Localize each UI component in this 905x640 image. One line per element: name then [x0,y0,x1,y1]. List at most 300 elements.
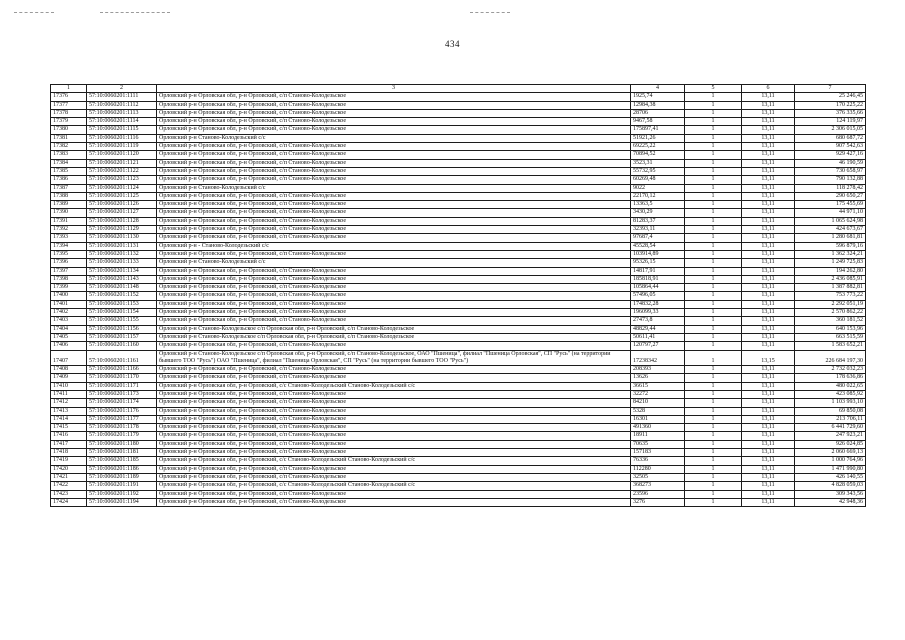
rate-cell: 13,11 [742,465,795,473]
table-row [51,309,866,317]
column-header: 1 [51,85,87,93]
area-cell: 12984,38 [631,101,685,109]
count-cell: 1 [685,101,742,109]
value-cell: 790 132,88 [795,176,866,184]
row-number-cell: 17383 [51,151,87,159]
table-row [51,109,866,117]
address-cell: Орловский р-н Орловская обл, р-н Орловский, с/п Станово-Колодезьское [157,284,631,292]
cadastral-number-cell: 57:10:0060201:1156 [87,325,157,333]
value-cell: 1 249 725,83 [795,259,866,267]
rate-cell: 13,11 [742,366,795,374]
rate-cell: 13,11 [742,167,795,175]
value-cell: 4 828 059,03 [795,482,866,490]
rate-cell: 13,11 [742,159,795,167]
address-cell: Орловский р-н Орловская обл, р-н Орловский, с/п Станово-Колодезьское [157,309,631,317]
address-cell: Орловский р-н Орловская обл, р-н Орловский, с/п Станово-Колодезьское [157,292,631,300]
column-header: 4 [631,85,685,93]
table-row [51,350,866,366]
row-number-cell: 17407 [51,350,87,366]
rate-cell: 13,11 [742,267,795,275]
cadastral-number-cell: 57:10:0060201:1173 [87,390,157,398]
address-cell: Орловский р-н Станово-Колодезьский с/с [157,134,631,142]
table-row [51,250,866,258]
address-cell: Орловский р-н Орловская обл, р-н Орловский, с/п Станово-Колодезьское [157,390,631,398]
rate-cell: 13,11 [742,482,795,490]
table-row [51,440,866,448]
row-number-cell: 17419 [51,457,87,465]
cadastral-table [50,84,866,507]
table-row [51,482,866,490]
value-cell: 926 024,85 [795,440,866,448]
column-header: 2 [87,85,157,93]
count-cell: 1 [685,209,742,217]
rate-cell: 13,11 [742,440,795,448]
value-cell: 730 658,97 [795,167,866,175]
cadastral-number-cell: 57:10:0060201:1192 [87,490,157,498]
address-cell: Орловский р-н Орловская обл, р-н Орловский, с/п Станово-Колодезьское [157,126,631,134]
table-row [51,382,866,390]
value-cell: 360 181,52 [795,317,866,325]
row-number-cell: 17415 [51,424,87,432]
row-number-cell: 17401 [51,300,87,308]
value-cell: 44 971,10 [795,209,866,217]
value-cell: 42 948,36 [795,498,866,506]
cadastral-number-cell: 57:10:0060201:1123 [87,176,157,184]
address-cell: Орловский р-н Станово-Колодезьское с/п Орловская обл, р-н Орловский, с/п Станово-Колодезьское [157,325,631,333]
cadastral-number-cell: 57:10:0060201:1130 [87,234,157,242]
rate-cell: 13,11 [742,390,795,398]
area-cell: 16301 [631,415,685,423]
row-number-cell: 17384 [51,159,87,167]
table-row [51,192,866,200]
table-row [51,490,866,498]
row-number-cell: 17404 [51,325,87,333]
value-cell: 1 103 993,10 [795,399,866,407]
rate-cell: 13,11 [742,242,795,250]
rate-cell: 13,11 [742,424,795,432]
address-cell: Орловский р-н Орловская обл, р-н Орловский, с/п Станово-Колодезьское [157,201,631,209]
address-cell: Орловский р-н Орловская обл, р-н Орловский, с/п Станово-Колодезьское [157,209,631,217]
table-row [51,399,866,407]
area-cell: 32272 [631,390,685,398]
cadastral-number-cell: 57:10:0060201:1114 [87,118,157,126]
cadastral-number-cell: 57:10:0060201:1181 [87,449,157,457]
area-cell: 36615 [631,382,685,390]
rate-cell: 13,11 [742,374,795,382]
address-cell: Орловский р-н Орловская обл, р-н Орловский, с/п Станово-Колодезьское [157,449,631,457]
area-cell: 3276 [631,498,685,506]
cadastral-number-cell: 57:10:0060201:1124 [87,184,157,192]
address-cell: Орловский р-н Орловская обл, р-н Орловский, с/п Станово-Колодезьское [157,109,631,117]
area-cell: 196099,33 [631,309,685,317]
area-cell: 81283,37 [631,217,685,225]
rate-cell: 13,11 [742,126,795,134]
table-row [51,432,866,440]
rate-cell: 13,11 [742,382,795,390]
area-cell: 22170,12 [631,192,685,200]
cadastral-number-cell: 57:10:0060201:1133 [87,259,157,267]
table-row [51,366,866,374]
rate-cell: 13,11 [742,109,795,117]
value-cell: 929 427,16 [795,151,866,159]
area-cell: 84210 [631,399,685,407]
header-row [51,85,866,93]
value-cell: 1 362 324,21 [795,250,866,258]
page-number: 434 [445,39,460,49]
cadastral-number-cell: 57:10:0060201:1148 [87,284,157,292]
count-cell: 1 [685,432,742,440]
value-cell: 1 000 764,96 [795,457,866,465]
address-cell: Орловский р-н Станово-Колодезьское с/п Орловская обл, р-н Орловский, с/п Станово-Колодезьское [157,333,631,341]
cadastral-number-cell: 57:10:0060201:1129 [87,226,157,234]
area-cell: 185818,91 [631,275,685,283]
table-row [51,176,866,184]
cadastral-number-cell: 57:10:0060201:1119 [87,143,157,151]
table-row [51,184,866,192]
cadastral-number-cell: 57:10:0060201:1191 [87,482,157,490]
count-cell: 1 [685,275,742,283]
area-cell: 32393,11 [631,226,685,234]
cadastral-number-cell: 57:10:0060201:1121 [87,159,157,167]
row-number-cell: 17413 [51,407,87,415]
value-cell: 1 387 882,81 [795,284,866,292]
address-cell: Орловский р-н Орловская обл, р-н Орловский, с/п Станово-Колодезьское [157,267,631,275]
cadastral-number-cell: 57:10:0060201:1127 [87,209,157,217]
table-row [51,126,866,134]
row-number-cell: 17423 [51,490,87,498]
count-cell: 1 [685,226,742,234]
table-row [51,134,866,142]
rate-cell: 13,11 [742,101,795,109]
count-cell: 1 [685,498,742,506]
area-cell: 32505 [631,473,685,481]
count-cell: 1 [685,390,742,398]
count-cell: 1 [685,176,742,184]
address-cell: Орловский р-н Орловская обл, р-н Орловский, с/п Станово-Колодезьское [157,473,631,481]
count-cell: 1 [685,399,742,407]
count-cell: 1 [685,159,742,167]
table-row [51,242,866,250]
area-cell: 97687,4 [631,234,685,242]
address-cell: Орловский р-н Орловская обл, р-н Орловский, с/п Станово-Колодезьское [157,226,631,234]
area-cell: 13626 [631,374,685,382]
cadastral-number-cell: 57:10:0060201:1180 [87,440,157,448]
rate-cell: 13,11 [742,399,795,407]
count-cell: 1 [685,259,742,267]
cadastral-number-cell: 57:10:0060201:1178 [87,424,157,432]
cadastral-number-cell: 57:10:0060201:1179 [87,432,157,440]
table-row [51,167,866,175]
count-cell: 1 [685,374,742,382]
column-header: 5 [685,85,742,93]
address-cell: Орловский р-н Станово-Колодезьский с/с [157,259,631,267]
column-header: 6 [742,85,795,93]
count-cell: 1 [685,126,742,134]
rate-cell: 13,15 [742,350,795,366]
row-number-cell: 17424 [51,498,87,506]
count-cell: 1 [685,449,742,457]
rate-cell: 13,11 [742,226,795,234]
row-number-cell: 17386 [51,176,87,184]
area-cell: 368273 [631,482,685,490]
address-cell: Орловский р-н Орловская обл, р-н Орловский, с/п Станово-Колодезьское [157,217,631,225]
row-number-cell: 17387 [51,184,87,192]
address-cell: Орловский р-н Орловская обл, р-н Орловский, с/п Станово-Колодезьское [157,118,631,126]
scan-artifact-left [14,12,54,14]
area-cell: 491360 [631,424,685,432]
table-row [51,300,866,308]
rate-cell: 13,11 [742,201,795,209]
rate-cell: 13,11 [742,292,795,300]
table-row [51,234,866,242]
address-cell: Орловский р-н Орловская обл, р-н Орловский, с/п Станово-Колодезьское [157,317,631,325]
cadastral-number-cell: 57:10:0060201:1122 [87,167,157,175]
value-cell: 175 455,69 [795,201,866,209]
rate-cell: 13,11 [742,184,795,192]
count-cell: 1 [685,242,742,250]
address-cell: Орловский р-н Орловская обл, р-н Орловский, с/п Станово-Колодезьское [157,151,631,159]
area-cell: 23596 [631,490,685,498]
table-row [51,390,866,398]
area-cell: 28706 [631,109,685,117]
value-cell: 178 636,86 [795,374,866,382]
row-number-cell: 17381 [51,134,87,142]
row-number-cell: 17385 [51,167,87,175]
area-cell: 51921,26 [631,134,685,142]
row-number-cell: 17377 [51,101,87,109]
area-cell: 55732,95 [631,167,685,175]
address-cell: Орловский р-н Орловская обл, р-н Орловский, с/п Станово-Колодезьское [157,300,631,308]
count-cell: 1 [685,93,742,101]
count-cell: 1 [685,457,742,465]
table-row [51,217,866,225]
count-cell: 1 [685,201,742,209]
rate-cell: 13,11 [742,259,795,267]
row-number-cell: 17406 [51,342,87,350]
row-number-cell: 17393 [51,234,87,242]
row-number-cell: 17400 [51,292,87,300]
area-cell: 112280 [631,465,685,473]
count-cell: 1 [685,109,742,117]
area-cell: 69225,22 [631,143,685,151]
row-number-cell: 17420 [51,465,87,473]
area-cell: 17238342 [631,350,685,366]
row-number-cell: 17376 [51,93,87,101]
table-row [51,415,866,423]
value-cell: 1 583 652,21 [795,342,866,350]
row-number-cell: 17408 [51,366,87,374]
cadastral-number-cell: 57:10:0060201:1152 [87,292,157,300]
address-cell: Орловский р-н Орловская обл, р-н Орловский, с/п Станово-Колодезьское [157,250,631,258]
row-number-cell: 17379 [51,118,87,126]
table-row [51,209,866,217]
table-row [51,159,866,167]
cadastral-number-cell: 57:10:0060201:1161 [87,350,157,366]
cadastral-number-cell: 57:10:0060201:1171 [87,382,157,390]
address-cell: Орловский р-н Орловская обл, р-н Орловский, с/п Станово-Колодезьское [157,167,631,175]
count-cell: 1 [685,118,742,126]
value-cell: 213 706,11 [795,415,866,423]
cadastral-number-cell: 57:10:0060201:1128 [87,217,157,225]
area-cell: 9022 [631,184,685,192]
row-number-cell: 17390 [51,209,87,217]
value-cell: 1 280 681,81 [795,234,866,242]
rate-cell: 13,11 [742,176,795,184]
rate-cell: 13,11 [742,432,795,440]
address-cell: Орловский р-н Орловская обл, р-н Орловский, с/с Станово-Колодезьский Станово-Колодезьский с/с [157,382,631,390]
count-cell: 1 [685,325,742,333]
row-number-cell: 17412 [51,399,87,407]
area-cell: 18911 [631,432,685,440]
count-cell: 1 [685,465,742,473]
address-cell: Орловский р-н Орловская обл, р-н Орловский, с/п Станово-Колодезьское [157,342,631,350]
value-cell: 247 923,21 [795,432,866,440]
area-cell: 60269,48 [631,176,685,184]
value-cell: 2 732 032,23 [795,366,866,374]
address-cell: Орловский р-н Орловская обл, р-н Орловский, с/п Станово-Колодезьское [157,465,631,473]
rate-cell: 13,11 [742,93,795,101]
address-cell: Орловский р-н Орловская обл, р-н Орловский, с/п Станово-Колодезьское [157,176,631,184]
value-cell: 423 085,92 [795,390,866,398]
value-cell: 226 684 197,30 [795,350,866,366]
table-row [51,333,866,341]
count-cell: 1 [685,184,742,192]
cadastral-number-cell: 57:10:0060201:1113 [87,109,157,117]
count-cell: 1 [685,490,742,498]
row-number-cell: 17402 [51,309,87,317]
cadastral-number-cell: 57:10:0060201:1170 [87,374,157,382]
row-number-cell: 17388 [51,192,87,200]
value-cell: 424 673,67 [795,226,866,234]
value-cell: 69 850,08 [795,407,866,415]
address-cell: Орловский р-н Орловская обл, р-н Орловский, с/п Станово-Колодезьское [157,275,631,283]
count-cell: 1 [685,292,742,300]
row-number-cell: 17391 [51,217,87,225]
value-cell: 1 065 624,98 [795,217,866,225]
cadastral-number-cell: 57:10:0060201:1174 [87,399,157,407]
table-row [51,292,866,300]
address-cell: Орловский р-н Орловская обл, р-н Орловский, с/п Станово-Колодезьское [157,374,631,382]
value-cell: 2 570 862,22 [795,309,866,317]
rate-cell: 13,11 [742,473,795,481]
row-number-cell: 17403 [51,317,87,325]
row-number-cell: 17411 [51,390,87,398]
row-number-cell: 17421 [51,473,87,481]
count-cell: 1 [685,134,742,142]
value-cell: 25 246,45 [795,93,866,101]
cadastral-number-cell: 57:10:0060201:1186 [87,465,157,473]
table-row [51,473,866,481]
row-number-cell: 17397 [51,267,87,275]
count-cell: 1 [685,382,742,390]
value-cell: 596 879,16 [795,242,866,250]
count-cell: 1 [685,217,742,225]
value-cell: 480 022,65 [795,382,866,390]
area-cell: 120797,27 [631,342,685,350]
rate-cell: 13,11 [742,490,795,498]
cadastral-number-cell: 57:10:0060201:1176 [87,407,157,415]
cadastral-number-cell: 57:10:0060201:1157 [87,333,157,341]
table-row [51,143,866,151]
count-cell: 1 [685,350,742,366]
table-row [51,407,866,415]
row-number-cell: 17396 [51,259,87,267]
table-row [51,457,866,465]
count-cell: 1 [685,300,742,308]
table-row [51,275,866,283]
address-cell: Орловский р-н Орловская обл, р-н Орловский, с/п Станово-Колодезьское [157,192,631,200]
table-row [51,201,866,209]
row-number-cell: 17409 [51,374,87,382]
table-row [51,374,866,382]
table-row [51,342,866,350]
value-cell: 2 306 015,05 [795,126,866,134]
area-cell: 5328 [631,407,685,415]
row-number-cell: 17398 [51,275,87,283]
rate-cell: 13,11 [742,498,795,506]
address-cell: Орловский р-н Орловская обл, р-н Орловский, с/п Станово-Колодезьское [157,101,631,109]
cadastral-number-cell: 57:10:0060201:1131 [87,242,157,250]
row-number-cell: 17414 [51,415,87,423]
count-cell: 1 [685,415,742,423]
count-cell: 1 [685,342,742,350]
cadastral-number-cell: 57:10:0060201:1177 [87,415,157,423]
area-cell: 50611,41 [631,333,685,341]
cadastral-number-cell: 57:10:0060201:1134 [87,267,157,275]
count-cell: 1 [685,407,742,415]
row-number-cell: 17380 [51,126,87,134]
address-cell: Орловский р-н Орловская обл, р-н Орловский, с/п Станово-Колодезьское [157,366,631,374]
row-number-cell: 17378 [51,109,87,117]
column-header: 3 [157,85,631,93]
area-cell: 175897,41 [631,126,685,134]
rate-cell: 13,11 [742,300,795,308]
address-cell: Орловский р-н Орловская обл, р-н Орловский, с/п Станово-Колодезьское [157,440,631,448]
row-number-cell: 17395 [51,250,87,258]
address-cell: Орловский р-н Станово-Колодезьский с/с [157,184,631,192]
address-cell: Орловский р-н - Станово-Колодезьский с/с [157,242,631,250]
row-number-cell: 17399 [51,284,87,292]
column-header: 7 [795,85,866,93]
value-cell: 194 262,80 [795,267,866,275]
table-row [51,267,866,275]
rate-cell: 13,11 [742,118,795,126]
value-cell: 2 292 051,19 [795,300,866,308]
value-cell: 309 343,56 [795,490,866,498]
table-row [51,118,866,126]
value-cell: 1 471 990,80 [795,465,866,473]
table-row [51,317,866,325]
table-row [51,101,866,109]
count-cell: 1 [685,333,742,341]
address-cell: Орловский р-н Станово-Колодезьское с/п Орловская обл, р-н Орловский, с/п Станово-Колодезьское, ОАО "Пшеница", филиал "Пшеница Орловская", СП "Русь" (на территории бывшего ТОО "Русь") ОАО "Пшеница", филиал "Пшеница Орловская", СП "Русь" (на территории бывшего ТОО "Русь") [157,350,631,366]
address-cell: Орловский р-н Орловская обл, р-н Орловский, с/п Станово-Колодезьское [157,424,631,432]
value-cell: 118 278,42 [795,184,866,192]
cadastral-number-cell: 57:10:0060201:1125 [87,192,157,200]
value-cell: 290 650,27 [795,192,866,200]
address-cell: Орловский р-н Орловская обл, р-н Орловский, с/п Станово-Колодезьское [157,490,631,498]
cadastral-number-cell: 57:10:0060201:1115 [87,126,157,134]
table-row [51,284,866,292]
address-cell: Орловский р-н Орловская обл, р-н Орловский, с/п Станово-Колодезьское [157,93,631,101]
area-cell: 14817,91 [631,267,685,275]
address-cell: Орловский р-н Орловская обл, р-н Орловский, с/с Станово-Колодезьский Станово-Колодезьский с/с [157,482,631,490]
area-cell: 103914,89 [631,250,685,258]
area-cell: 57496,05 [631,292,685,300]
address-cell: Орловский р-н Орловская обл, р-н Орловский, с/с Станово-Колодезьский Станово-Колодезьский с/с [157,457,631,465]
address-cell: Орловский р-н Орловская обл, р-н Орловский, с/п Станово-Колодезьское [157,143,631,151]
address-cell: Орловский р-н Орловская обл, р-н Орловский, с/п Станово-Колодезьское [157,407,631,415]
